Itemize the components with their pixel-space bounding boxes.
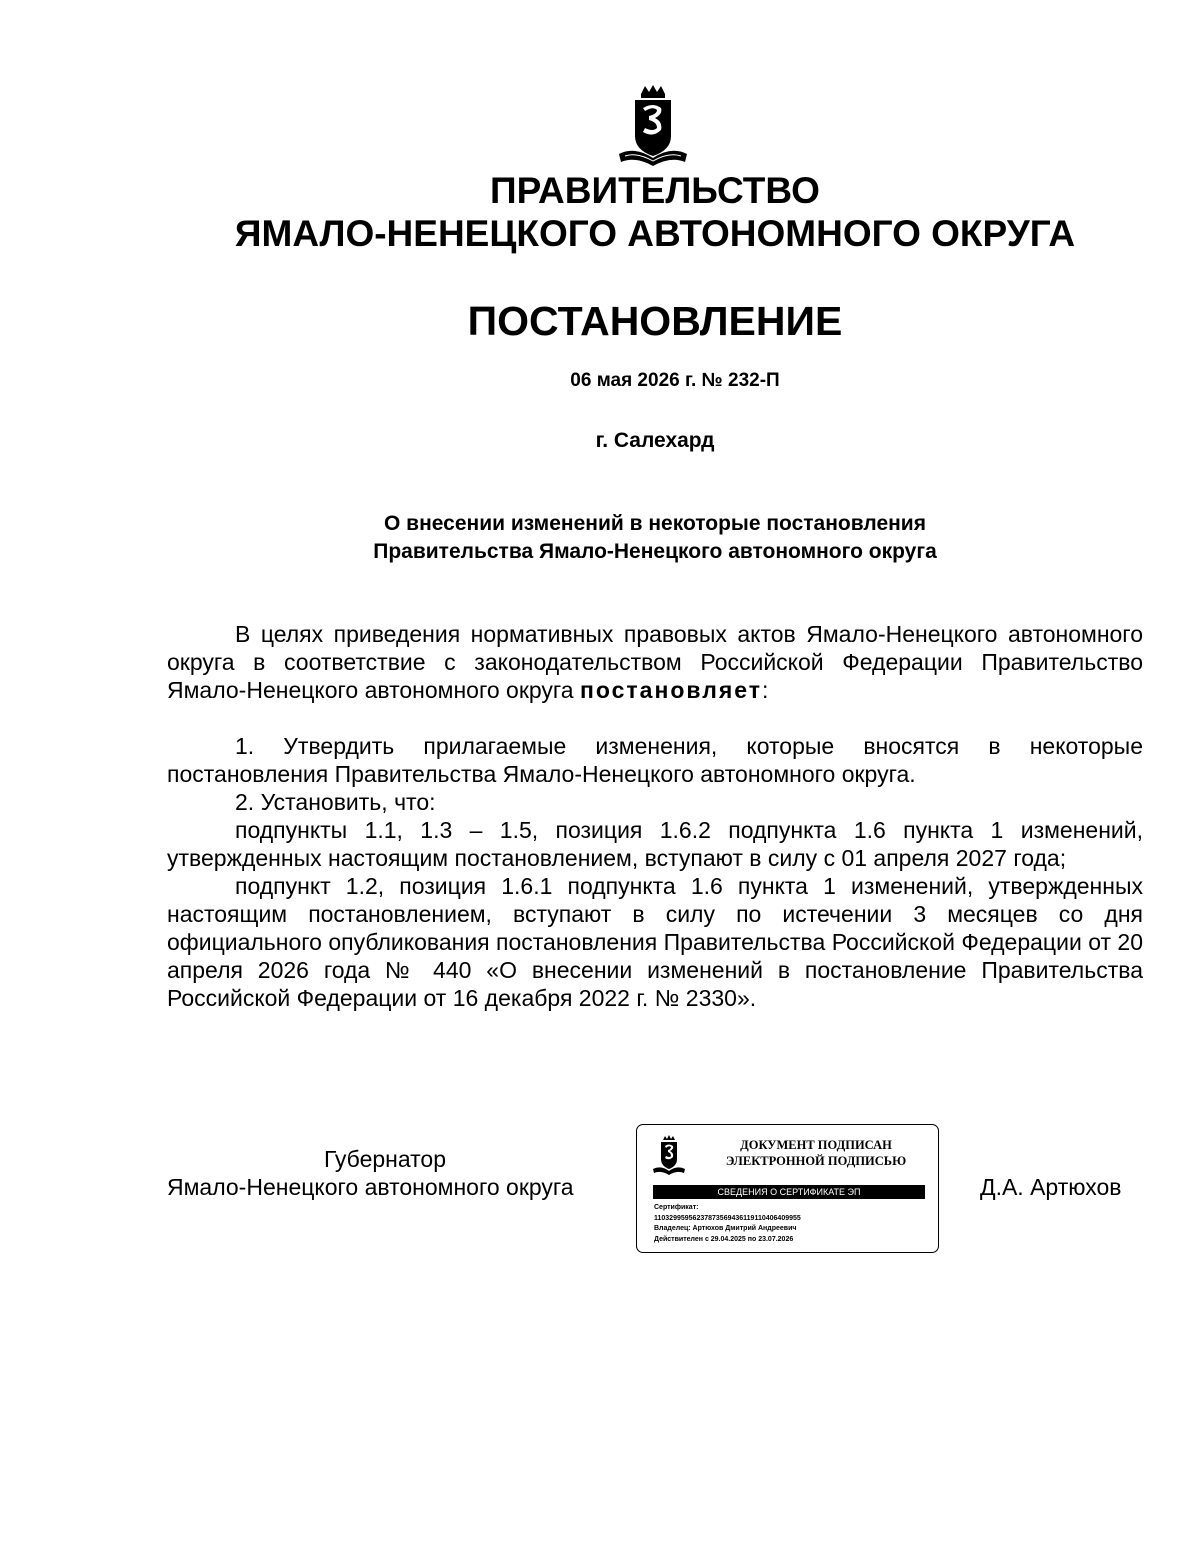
document-subject — [0, 510, 1200, 566]
item-1-paragraph: 1. Утвердить прилагаемые изменения, которые вносятся в некоторые постановления Правительства Ямало-Ненецкого автономного округа. — [167, 733, 1143, 787]
stamp-heading-line1: ДОКУМЕНТ ПОДПИСАН — [740, 1138, 892, 1152]
item-2-subparagraph-2: подпункт 1.2, позиция 1.6.1 подпункта 1.6 пункта 1 изменений, утвержденных настоящим постановлением, вступают в силу по истечении 3 месяцев со дня официального опубликования постановления Правительства Российской Федерации от 20 апреля 2026 года № 440 «О внесении изменений в постановление Правительства Российской Федерации от 16 декабря 2022 г. № 2330». — [167, 873, 1143, 1011]
certificate-info-bar: СВЕДЕНИЯ О СЕРТИФИКАТЕ ЭП — [653, 1185, 925, 1199]
stamp-emblem-icon — [651, 1135, 687, 1175]
preamble-keyword: постановляет — [579, 677, 763, 703]
item-2-paragraph: 2. Установить, что: — [235, 789, 436, 815]
signatory-name: Д.А. Артюхов — [980, 1174, 1122, 1200]
signatory-title — [167, 1145, 619, 1201]
electronic-signature-stamp — [636, 1124, 939, 1253]
signatory-title-line1: Губернатор — [324, 1146, 447, 1172]
document-city: г. Салехард — [595, 429, 715, 452]
stamp-heading-line2: ЭЛЕКТРОННОЙ ПОДПИСЬЮ — [725, 1154, 907, 1168]
document-date-number: 06 мая 2026 г. № 232-П — [570, 370, 780, 391]
org-title-line1: ПРАВИТЕЛЬСТВО — [490, 170, 820, 211]
certificate-validity: Действителен с 29.04.2025 по 23.07.2026 — [654, 1235, 794, 1243]
certificate-label: Сертификат: — [654, 1204, 699, 1211]
org-title-line2: ЯМАЛО-НЕНЕЦКОГО АВТОНОМНОГО ОКРУГА — [234, 213, 1076, 254]
subject-line2: Правительства Ямало-Ненецкого автономного округа — [373, 540, 937, 563]
item-2-subparagraph-1: подпункты 1.1, 1.3 – 1.5, позиция 1.6.2 подпункта 1.6 пункта 1 изменений, утвержденных настоящим постановлением, вступают в силу с 01 апреля 2027 года; — [167, 817, 1143, 871]
document-body — [167, 620, 1143, 1012]
stamp-heading — [701, 1137, 931, 1169]
certificate-owner: Владелец: Артюхов Дмитрий Андреевич — [654, 1225, 797, 1232]
preamble-paragraph — [167, 620, 1143, 704]
certificate-number: 110329959562378735694361191104064099​55 — [654, 1214, 801, 1222]
signatory-title-line2: Ямало-Ненецкого автономного округа — [167, 1174, 574, 1200]
document-type: ПОСТАНОВЛЕНИЕ — [467, 298, 843, 344]
coat-of-arms-emblem — [615, 84, 691, 168]
subject-line1: О внесении изменений в некоторые постановления — [384, 512, 926, 535]
preamble-end: : — [762, 677, 769, 703]
certificate-details — [654, 1203, 924, 1245]
preamble-text: В целях приведения нормативных правовых актов Ямало-Ненецкого автономного округа в соответствие с законодательством Российской Федерации Правительство Ямало-Ненецкого автономного округа — [167, 621, 1143, 703]
